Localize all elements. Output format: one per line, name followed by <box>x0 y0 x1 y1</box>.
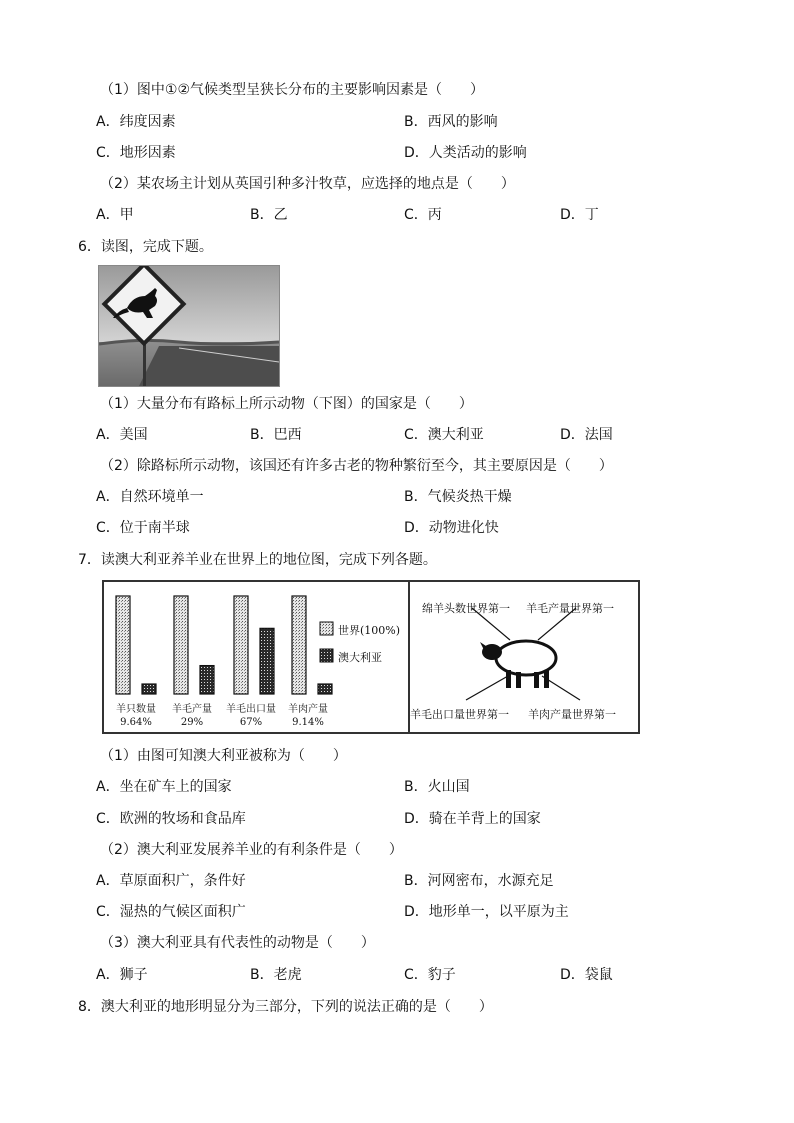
q8-stem: 8．澳大利亚的地形明显分为三部分，下列的说法正确的是（ ） <box>78 999 493 1015</box>
q6-sub2-option-a[interactable]: A．自然环境单一 <box>96 489 204 505</box>
kangaroo-road-sign-photo <box>98 265 280 387</box>
bar-category-label: 羊毛产量 <box>172 704 212 715</box>
bar-value-label: 9.14% <box>292 717 324 728</box>
q6-sub1-question: （1）大量分布有路标上所示动物（下图）的国家是（ ） <box>100 396 473 412</box>
legend-australia-label: 澳大利亚 <box>338 651 382 664</box>
q5-sub2-option-c[interactable]: C．丙 <box>404 207 442 223</box>
bar-value-label: 29% <box>180 717 204 728</box>
legend-world-label: 世界(100%) <box>338 624 401 637</box>
bar-australia <box>318 684 332 694</box>
q7-sub2-question: （2）澳大利亚发展养羊业的有利条件是（ ） <box>100 842 403 858</box>
q7-sub2-option-b[interactable]: B．河网密布，水源充足 <box>404 873 554 889</box>
q5-sub2-option-b[interactable]: B．乙 <box>250 207 288 223</box>
rank-sheep-count: 绵羊头数世界第一 <box>422 602 510 615</box>
q6-sub1-option-d[interactable]: D．法国 <box>560 427 613 443</box>
q6-sub1-option-b[interactable]: B．巴西 <box>250 427 302 443</box>
q5-sub2-option-a[interactable]: A．甲 <box>96 207 134 223</box>
q5-sub1-question: （1）图中①②气候类型呈狭长分布的主要影响因素是（ ） <box>100 82 485 98</box>
q7-sub1-option-d[interactable]: D．骑在羊背上的国家 <box>404 811 541 827</box>
q5-sub2-question: （2）某农场主计划从英国引种多汁牧草，应选择的地点是（ ） <box>100 176 515 192</box>
q5-sub1-option-d[interactable]: D．人类活动的影响 <box>404 145 527 161</box>
q5-sub1-option-a[interactable]: A．纬度因素 <box>96 114 176 130</box>
q7-sub1-question: （1）由图可知澳大利亚被称为（ ） <box>100 748 347 764</box>
kangaroo-sign-image <box>99 266 279 386</box>
q5-sub1-option-c[interactable]: C．地形因素 <box>96 145 176 161</box>
rank-wool-export: 羊毛出口量世界第一 <box>410 708 509 721</box>
q5-sub2-option-d[interactable]: D．丁 <box>560 207 599 223</box>
q6-sub2-option-b[interactable]: B．气候炎热干燥 <box>404 489 512 505</box>
q7-sub3-option-c[interactable]: C．豹子 <box>404 967 456 983</box>
q6-sub1-option-c[interactable]: C．澳大利亚 <box>404 427 484 443</box>
rank-wool-production: 羊毛产量世界第一 <box>526 602 614 615</box>
bar-category-label: 羊肉产量 <box>288 704 328 715</box>
q6-sub2-question: （2）除路标所示动物，该国还有许多古老的物种繁衍至今，其主要原因是（ ） <box>100 458 613 474</box>
rank-mutton-production: 羊肉产量世界第一 <box>528 708 616 721</box>
q6-stem: 6．读图，完成下题。 <box>78 239 213 255</box>
sheep-industry-figure <box>102 580 640 734</box>
bar-australia <box>142 684 156 694</box>
legend-australia-swatch <box>320 649 333 662</box>
q7-sub2-option-c[interactable]: C．湿热的气候区面积广 <box>96 904 246 920</box>
q7-sub2-option-a[interactable]: A．草原面积广，条件好 <box>96 873 246 889</box>
q7-sub1-option-b[interactable]: B．火山国 <box>404 779 470 795</box>
legend-world-swatch <box>320 622 333 635</box>
q7-stem: 7．读澳大利亚养羊业在世界上的地位图，完成下列各题。 <box>78 552 437 568</box>
q6-sub2-option-d[interactable]: D．动物进化快 <box>404 520 499 536</box>
bar-category-label: 羊毛出口量 <box>226 704 276 715</box>
q7-sub2-option-d[interactable]: D．地形单一，以平原为主 <box>404 904 569 920</box>
q6-sub1-option-a[interactable]: A．美国 <box>96 427 148 443</box>
q6-sub2-option-c[interactable]: C．位于南半球 <box>96 520 190 536</box>
q7-sub1-option-c[interactable]: C．欧洲的牧场和食品库 <box>96 811 246 827</box>
bar-australia <box>200 666 214 694</box>
q7-sub3-question: （3）澳大利亚具有代表性的动物是（ ） <box>100 935 375 951</box>
q5-sub1-option-b[interactable]: B．西风的影响 <box>404 114 498 130</box>
bar-australia <box>260 628 274 694</box>
bar-value-label: 67% <box>239 717 263 728</box>
q7-sub1-option-a[interactable]: A．坐在矿车上的国家 <box>96 779 232 795</box>
q7-sub3-option-b[interactable]: B．老虎 <box>250 967 302 983</box>
q7-sub3-option-a[interactable]: A．狮子 <box>96 967 148 983</box>
q7-sub3-option-d[interactable]: D．袋鼠 <box>560 967 613 983</box>
sheep-icon <box>480 641 556 688</box>
bar-value-label: 9.64% <box>120 717 152 728</box>
bar-world <box>174 596 188 694</box>
bar-world <box>116 596 130 694</box>
bar-world <box>292 596 306 694</box>
bar-world <box>234 596 248 694</box>
bar-category-label: 羊只数量 <box>116 704 156 715</box>
